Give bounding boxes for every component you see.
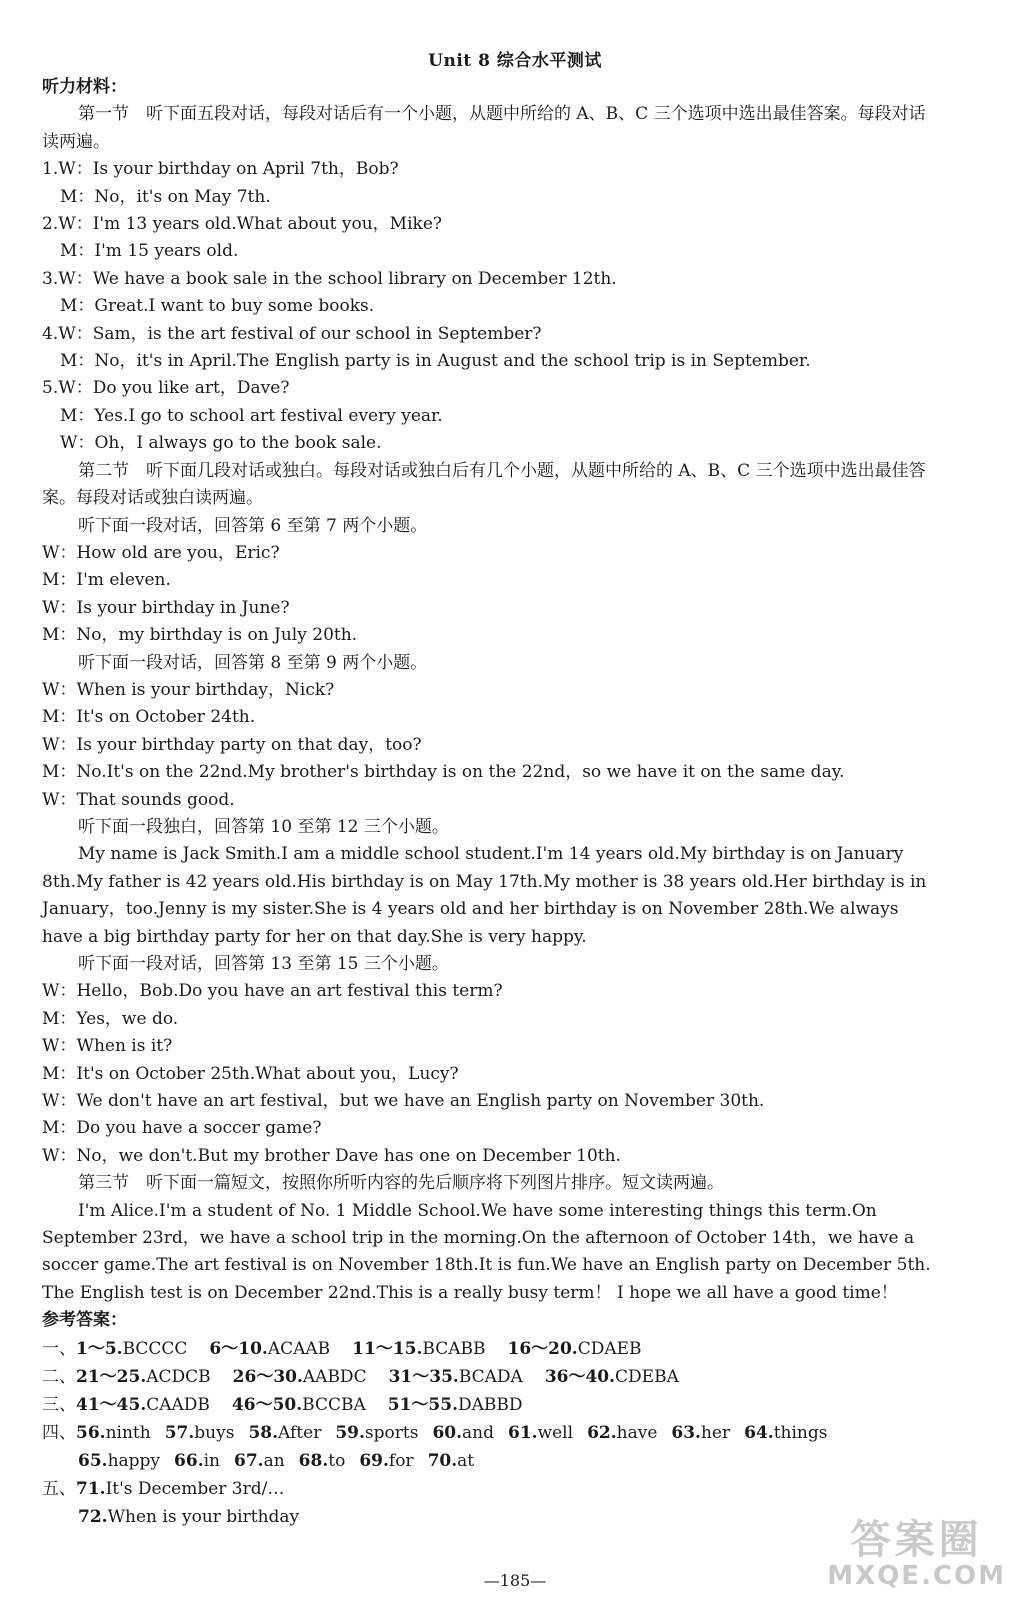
answer-item	[78, 1447, 160, 1475]
dialogue1	[42, 540, 932, 650]
answer-item	[428, 1447, 475, 1475]
answer-item	[432, 1419, 494, 1447]
monologue-intro: 听下面一段独白，回答第 10 至第 12 三个小题。	[78, 816, 449, 837]
answer-word: have	[616, 1422, 658, 1443]
dialogue-line: M：It's on October 24th.	[42, 707, 256, 728]
dialogue-line: W：Is your birthday in June?	[42, 597, 290, 618]
answer-row	[42, 1475, 932, 1503]
answer-word: well	[537, 1422, 574, 1443]
dialogue2	[42, 677, 932, 814]
answer-range: 16～20.	[507, 1338, 578, 1359]
dialogue-line: W：Oh，I always go to the book sale.	[60, 433, 382, 454]
answer-group	[545, 1363, 679, 1391]
dialogue-line: W：When is your birthday，Nick?	[42, 679, 335, 700]
dialogue-line: 4.W：Sam，is the art festival of our school in September?	[42, 323, 542, 344]
dialogue-line: M：It's on October 25th.What about you，Lucy?	[42, 1063, 459, 1084]
dialogue-line: W：Is your birthday party on that day，too?	[42, 734, 422, 755]
answer-word: in	[203, 1450, 220, 1471]
answer-word: ninth	[105, 1422, 151, 1443]
dialogue3	[42, 978, 932, 1170]
answer-letters: CDAEB	[577, 1338, 642, 1359]
answer-number: 61.	[507, 1422, 538, 1443]
answer-letters: ACDCB	[146, 1366, 211, 1387]
answer-section-prefix: 一、	[42, 1338, 76, 1359]
part1-intro: 第一节 听下面五段对话，每段对话后有一个小题，从题中所给的 A、B、C 三个选项中选出最佳答案。每段对话读两遍。	[42, 104, 926, 152]
answer-group	[76, 1335, 187, 1363]
answer-group	[209, 1335, 330, 1363]
watermark-text: 答案圈	[850, 1517, 983, 1563]
answer-number: 68.	[298, 1450, 329, 1471]
answer-group	[507, 1335, 641, 1363]
answer-range: 11～15.	[352, 1338, 423, 1359]
answer-number: 58.	[248, 1422, 279, 1443]
dialogue-line: W：How old are you，Eric?	[42, 542, 280, 563]
dialogue-line: M：No.It's on the 22nd.My brother's birthday is on the 22nd，so we have it on the same day.	[42, 762, 845, 783]
answer-number: 72.	[78, 1506, 108, 1527]
answer-number: 56.	[76, 1422, 106, 1443]
answer-letters: BCABB	[422, 1338, 486, 1359]
answer-item	[234, 1447, 285, 1475]
answer-range: 46～50.	[231, 1394, 303, 1415]
dialogue-line: M：Do you have a soccer game?	[42, 1118, 322, 1139]
answer-letters: AABDC	[302, 1366, 367, 1387]
answer-word: buys	[194, 1422, 235, 1443]
monologue-text: My name is Jack Smith.I am a middle school student.I'm 14 years old.My birthday is on January 8th.My father is 42 years old.His birthday is on May 17th.My mother is 38 years old.Her birthday is in January，too.Jenny is my sister.She is 4 years old and her birthday is on November 28th.We always have a big birthday party for her on that day.She is very happy.	[42, 844, 927, 947]
answer-letters: BCADA	[458, 1366, 523, 1387]
answer-word: After	[278, 1422, 322, 1443]
answer-letters: BCCCC	[122, 1338, 188, 1359]
answer-number: 67.	[234, 1450, 264, 1471]
answer-range: 26～30.	[232, 1366, 303, 1387]
answer-word: at	[457, 1450, 475, 1471]
dialogue-line: M：I'm 15 years old.	[60, 241, 239, 262]
dialogue-line: W：No，we don't.But my brother Dave has one on December 10th.	[42, 1145, 621, 1166]
answer-row	[42, 1503, 932, 1531]
answer-number: 69.	[359, 1450, 389, 1471]
answer-letters: CAADB	[146, 1394, 210, 1415]
answer-item	[165, 1419, 235, 1447]
answer-word: her	[700, 1422, 731, 1443]
part1-dialogues	[42, 156, 932, 457]
answers-label: 参考答案：	[42, 1310, 127, 1331]
answer-item	[587, 1419, 657, 1447]
answer-group	[232, 1391, 366, 1419]
answer-range: 31～35.	[388, 1366, 459, 1387]
answer-sentence: When is your birthday	[107, 1506, 300, 1527]
answer-word: sports	[364, 1422, 419, 1443]
answer-row	[42, 1419, 932, 1447]
answer-letters: CDEBA	[615, 1366, 679, 1387]
dialogue-line: W：That sounds good.	[42, 789, 235, 810]
dialogue-line: M：Yes.I go to school art festival every year.	[60, 405, 443, 426]
answer-item	[671, 1419, 730, 1447]
answer-item	[335, 1419, 418, 1447]
answer-group	[76, 1391, 210, 1419]
answer-number: 64.	[744, 1422, 774, 1443]
answer-item	[248, 1419, 321, 1447]
answer-range: 41～45.	[76, 1394, 147, 1415]
content-body	[42, 74, 932, 1531]
answer-number: 66.	[174, 1450, 204, 1471]
page-number: —185—	[483, 1571, 547, 1590]
part3-text: I'm Alice.I'm a student of No. 1 Middle School.We have some interesting things this term.On September 23rd，we have a school trip in the morning.On the afternoon of October 14th，we have a soccer game.The art festival is on November 18th.It is fun.We have an English party on December 5th. The English test is on December 22nd.This is a really busy term！ I hope we all have a good time！	[42, 1200, 931, 1303]
answer-group	[389, 1363, 523, 1391]
dialogue-line: M：Great.I want to buy some books.	[60, 296, 375, 317]
answer-word: things	[773, 1422, 828, 1443]
answer-section-prefix: 三、	[42, 1394, 76, 1415]
answer-row	[42, 1335, 932, 1363]
watermark-logo	[827, 1518, 1006, 1590]
dialogue-line: 1.W：Is your birthday on April 7th，Bob?	[42, 159, 399, 180]
dialogue-line: W：We don't have an art festival，but we have an English party on November 30th.	[42, 1091, 765, 1112]
dialogue-line: 3.W：We have a book sale in the school library on December 12th.	[42, 268, 617, 289]
answer-word: to	[328, 1450, 346, 1471]
answer-letters: BCCBA	[302, 1394, 366, 1415]
dialogue-line: W：When is it?	[42, 1036, 173, 1057]
answer-row	[42, 1391, 932, 1419]
dialogue-line: 5.W：Do you like art，Dave?	[42, 378, 290, 399]
page-title: Unit 8 综合水平测试	[428, 51, 602, 71]
answer-range: 1～5.	[76, 1338, 123, 1359]
answer-number: 70.	[427, 1450, 458, 1471]
answer-number: 71.	[76, 1478, 106, 1499]
answer-item	[359, 1447, 413, 1475]
part2-intro: 第二节 听下面几段对话或独白。每段对话或独白后有几个小题，从题中所给的 A、B、C 三个选项中选出最佳答案。每段对话或独白读两遍。	[42, 460, 926, 509]
answer-group	[388, 1391, 523, 1419]
dialogue-line: M：No，my birthday is on July 20th.	[42, 625, 358, 646]
answer-row	[42, 1447, 932, 1475]
answer-number: 63.	[671, 1422, 701, 1443]
answer-sentence: It's December 3rd/…	[105, 1478, 285, 1499]
dialogue3-intro: 听下面一段对话，回答第 13 至第 15 三个小题。	[78, 954, 449, 974]
answer-number: 59.	[335, 1422, 365, 1443]
answer-section-prefix: 二、	[42, 1366, 76, 1387]
dialogue-line: M：I'm eleven.	[42, 570, 171, 591]
answer-word: happy	[107, 1450, 161, 1471]
answer-range: 21～25.	[76, 1366, 147, 1387]
dialogue-line: M：Yes，we do.	[42, 1008, 179, 1029]
answer-item	[744, 1419, 827, 1447]
answer-section-prefix: 四、	[42, 1422, 76, 1443]
watermark-url: MXQE.COM	[827, 1561, 1006, 1591]
answer-group	[76, 1363, 211, 1391]
answer-letters: DABBD	[457, 1394, 523, 1415]
answer-group	[233, 1363, 367, 1391]
dialogue2-intro: 听下面一段对话，回答第 8 至第 9 两个小题。	[78, 652, 428, 673]
answer-range: 51～55.	[387, 1394, 458, 1415]
answer-number: 60.	[432, 1422, 463, 1443]
dialogue-line: W：Hello，Bob.Do you have an art festival this term?	[42, 981, 503, 1002]
answer-word: an	[263, 1450, 285, 1471]
answer-letters: ACAAB	[267, 1338, 331, 1359]
dialogue1-intro: 听下面一段对话，回答第 6 至第 7 两个小题。	[78, 515, 428, 536]
dialogue-line: M：No，it's in April.The English party is in August and the school trip is in September.	[60, 351, 811, 372]
dialogue-line: M：No，it's on May 7th.	[60, 186, 271, 207]
answer-row	[42, 1363, 932, 1391]
answer-item	[76, 1419, 151, 1447]
section-label: 听力材料：	[42, 77, 127, 97]
answer-word: for	[388, 1450, 414, 1471]
answer-range: 36～40.	[544, 1366, 616, 1387]
answer-number: 65.	[78, 1450, 108, 1471]
answer-item	[508, 1419, 573, 1447]
answer-number: 57.	[164, 1422, 195, 1443]
answer-section-prefix: 五、	[42, 1478, 76, 1499]
dialogue-line: 2.W：I'm 13 years old.What about you，Mike?	[42, 214, 442, 235]
answer-group	[352, 1335, 485, 1363]
answer-number: 62.	[587, 1422, 617, 1443]
answer-word: and	[462, 1422, 494, 1443]
answer-key	[42, 1335, 932, 1531]
part3-intro: 第三节 听下面一篇短文，按照你所听内容的先后顺序将下列图片排序。短文读两遍。	[78, 1173, 724, 1194]
answer-item	[299, 1447, 346, 1475]
answer-item	[174, 1447, 220, 1475]
answer-range: 6～10.	[209, 1338, 268, 1359]
